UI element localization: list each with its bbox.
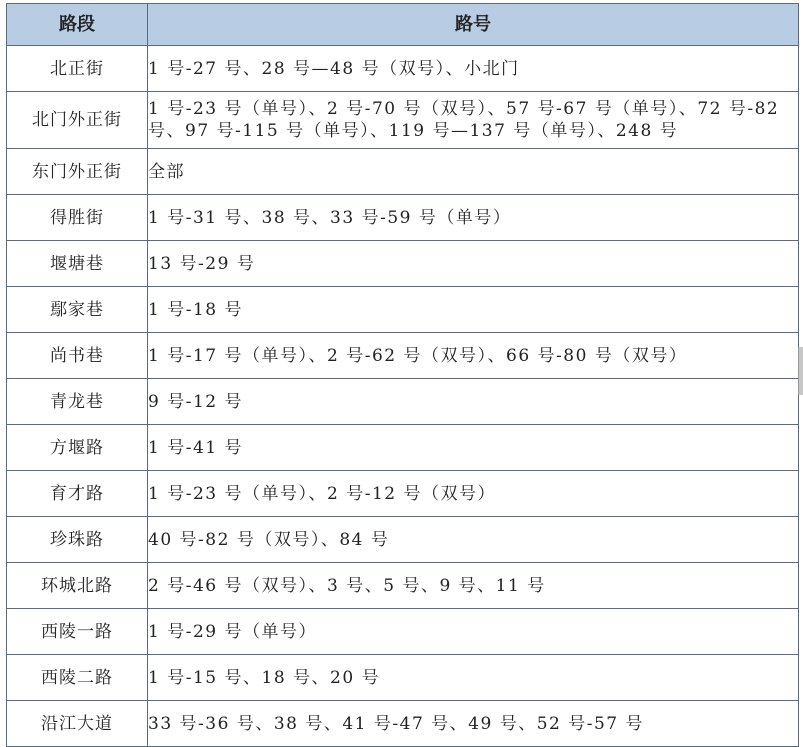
table-row xyxy=(7,149,799,195)
table-row xyxy=(7,471,799,517)
road-number-table xyxy=(6,3,799,747)
road-numbers-cell: 9 号-12 号 xyxy=(148,379,799,425)
road-name-cell: 西陵二路 xyxy=(7,655,148,701)
road-name-cell: 得胜街 xyxy=(7,195,148,241)
road-numbers-cell: 1 号-23 号（单号）、2 号-12 号（双号） xyxy=(148,471,799,517)
road-numbers-cell: 1 号-31 号、38 号、33 号-59 号（单号） xyxy=(148,195,799,241)
road-numbers-cell: 全部 xyxy=(148,149,799,195)
header-road-section: 路段 xyxy=(7,4,148,46)
road-numbers-cell: 1 号-41 号 xyxy=(148,425,799,471)
road-name-cell: 环城北路 xyxy=(7,563,148,609)
road-numbers-cell: 1 号-27 号、28 号—48 号（双号）、小北门 xyxy=(148,46,799,92)
road-name-cell: 珍珠路 xyxy=(7,517,148,563)
road-name-cell: 北正街 xyxy=(7,46,148,92)
road-name-cell: 鄢家巷 xyxy=(7,287,148,333)
road-numbers-cell: 2 号-46 号（双号）、3 号、5 号、9 号、11 号 xyxy=(148,563,799,609)
road-name-cell: 堰塘巷 xyxy=(7,241,148,287)
road-numbers-cell: 33 号-36 号、38 号、41 号-47 号、49 号、52 号-57 号 xyxy=(148,701,799,747)
road-name-cell: 沿江大道 xyxy=(7,701,148,747)
table-header-row xyxy=(7,4,799,46)
road-name-cell: 西陵一路 xyxy=(7,609,148,655)
road-numbers-cell: 1 号-29 号（单号） xyxy=(148,609,799,655)
road-name-cell: 青龙巷 xyxy=(7,379,148,425)
road-numbers-cell: 40 号-82 号（双号）、84 号 xyxy=(148,517,799,563)
header-road-number: 路号 xyxy=(148,4,799,46)
road-name-cell: 东门外正街 xyxy=(7,149,148,195)
road-name-cell: 方堰路 xyxy=(7,425,148,471)
table-row xyxy=(7,333,799,379)
table-row xyxy=(7,701,799,747)
table-row xyxy=(7,287,799,333)
table-row xyxy=(7,655,799,701)
table-row xyxy=(7,46,799,92)
table-row xyxy=(7,609,799,655)
road-name-cell: 尚书巷 xyxy=(7,333,148,379)
table-row xyxy=(7,425,799,471)
table-row xyxy=(7,92,799,149)
road-name-cell: 育才路 xyxy=(7,471,148,517)
road-name-cell: 北门外正街 xyxy=(7,92,148,149)
table-row xyxy=(7,195,799,241)
road-numbers-cell: 1 号-17 号（单号）、2 号-62 号（双号）、66 号-80 号（双号） xyxy=(148,333,799,379)
table-row xyxy=(7,517,799,563)
side-scroll-handle[interactable] xyxy=(798,347,803,395)
table-row xyxy=(7,563,799,609)
table-row xyxy=(7,379,799,425)
road-numbers-cell: 13 号-29 号 xyxy=(148,241,799,287)
road-numbers-cell: 1 号-23 号（单号）、2 号-70 号（双号）、57 号-67 号（单号）、72 号-82 号、97 号-115 号（单号）、119 号—137 号（单号）、248 号 xyxy=(148,92,799,149)
road-numbers-cell: 1 号-15 号、18 号、20 号 xyxy=(148,655,799,701)
road-numbers-cell: 1 号-18 号 xyxy=(148,287,799,333)
table-row xyxy=(7,241,799,287)
